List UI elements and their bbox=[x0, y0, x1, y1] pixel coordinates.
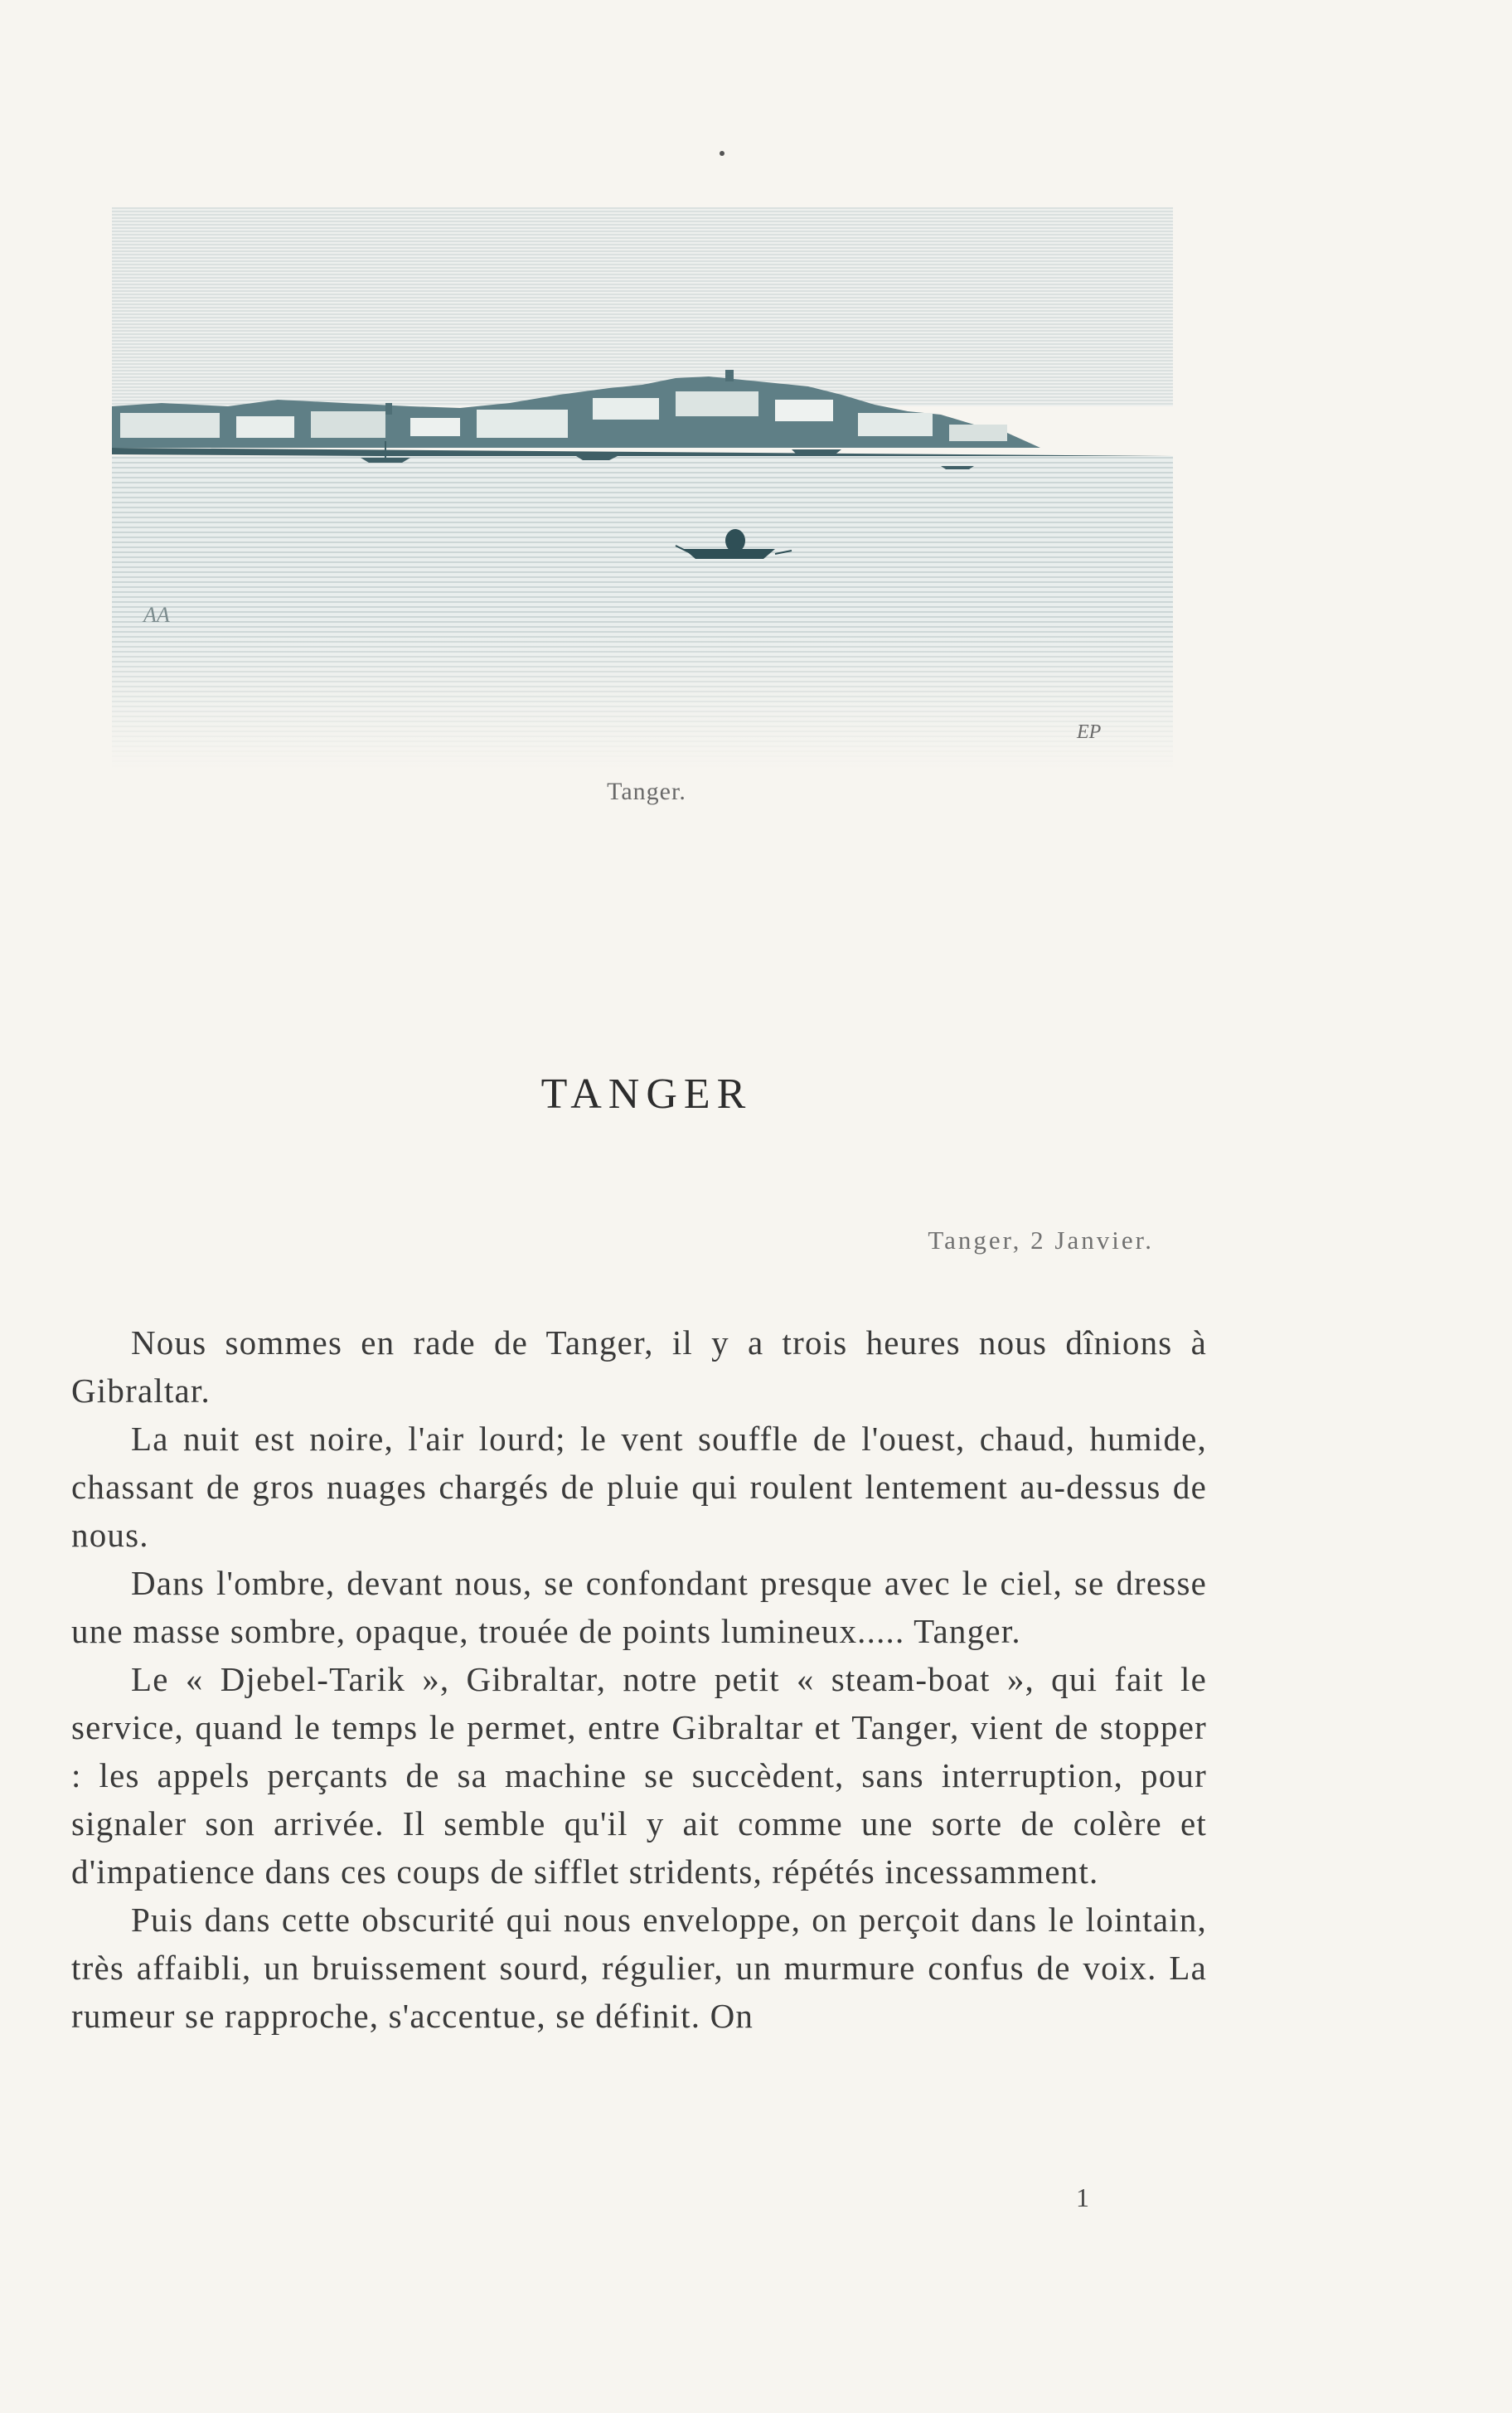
chapter-title: TANGER bbox=[540, 1071, 753, 1118]
ink-speck bbox=[720, 151, 724, 156]
body-text bbox=[71, 1318, 1207, 2040]
engraver-mark-right: EP bbox=[1077, 721, 1102, 743]
paragraph: La nuit est noire, l'air lourd; le vent souffle de l'ouest, chaud, humide, chassant de gros nuages chargés de pluie qui roulent lentement au-dessus de nous. bbox=[71, 1420, 1207, 1554]
paragraph: Le « Djebel-Tarik », Gibraltar, notre petit « steam-boat », qui fait le service, quand le temps le permet, entre Gibraltar et Tanger, vient de stopper : les appels perçants de sa machine se succèdent, sans interruption, pour signaler son arrivée. Il semble qu'il y ait comme une sorte de colère et d'impatience dans ces coups de sifflet stridents, répétés incessamment. bbox=[71, 1660, 1207, 1891]
tanger-engraving bbox=[112, 207, 1173, 771]
paragraph: Dans l'ombre, devant nous, se confondant presque avec le ciel, se dresse une masse sombre, opaque, trouée de points lumineux..... Tanger. bbox=[71, 1564, 1207, 1650]
engraver-mark-left: AA bbox=[143, 603, 170, 627]
dateline: Tanger, 2 Janvier. bbox=[928, 1226, 1154, 1255]
page-number: 1 bbox=[1076, 2182, 1089, 2212]
illustration-caption: Tanger. bbox=[607, 778, 686, 805]
paragraph: Puis dans cette obscurité qui nous enveloppe, on perçoit dans le lointain, très affaibli, un bruissement sourd, régulier, un murmure confus de voix. La rumeur se rapproche, s'accentue, se définit. On bbox=[71, 1901, 1207, 2035]
paragraph: Nous sommes en rade de Tanger, il y a trois heures nous dînions à Gibraltar. bbox=[71, 1323, 1207, 1410]
